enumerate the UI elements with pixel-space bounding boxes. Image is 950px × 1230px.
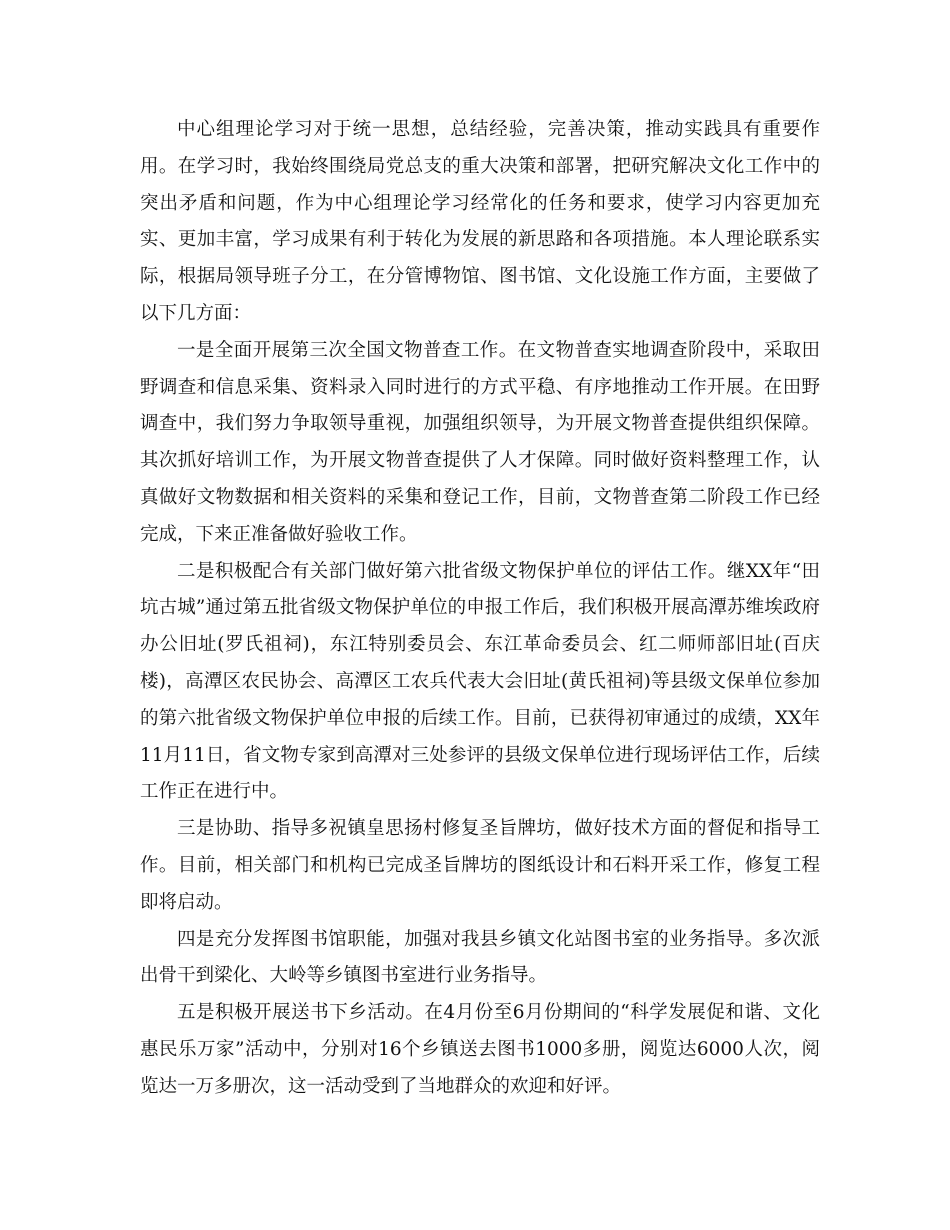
paragraph-item-2: 二是积极配合有关部门做好第六批省级文物保护单位的评估工作。继XX年“田坑古城”通过第五批省级文物保护单位的申报工作后，我们积极开展高潭苏维埃政府办公旧址(罗氏祖祠)，东江特别委员会、东江革命委员会、红二师师部旧址(百庆楼)，高潭区农民协会、高潭区工农兵代表大会旧址(黄氏祖祠)等县级文保单位参加的第六批省级文物保护单位申报的后续工作。目前，已获得初审通过的成绩，XX年11月11日，省文物专家到高潭对三处参评的县级文保单位进行现场评估工作，后续工作正在进行中。 xyxy=(140,560,820,803)
paragraph-intro: 中心组理论学习对于统一思想，总结经验，完善决策，推动实践具有重要作用。在学习时，我始终围绕局党总支的重大决策和部署，把研究解决文化工作中的突出矛盾和问题，作为中心组理论学习经常化的任务和要求，使学习内容更加充实、更加丰富，学习成果有利于转化为发展的新思路和各项措施。本人理论联系实际，根据局领导班子分工，在分管博物馆、图书馆、文化设施工作方面，主要做了以下几方面： xyxy=(140,119,820,324)
paragraph-item-3: 三是协助、指导多祝镇皇思扬村修复圣旨牌坊，做好技术方面的督促和指导工作。目前，相关部门和机构已完成圣旨牌坊的图纸设计和石料开采工作，修复工程即将启动。 xyxy=(140,818,820,913)
document-body xyxy=(140,112,820,1106)
paragraph-item-1: 一是全面开展第三次全国文物普查工作。在文物普查实地调查阶段中，采取田野调查和信息采集、资料录入同时进行的方式平稳、有序地推动工作开展。在田野调查中，我们努力争取领导重视，加强组织领导，为开展文物普查提供组织保障。其次抓好培训工作，为开展文物普查提供了人才保障。同时做好资料整理工作，认真做好文物数据和相关资料的采集和登记工作，目前，文物普查第二阶段工作已经完成，下来正准备做好验收工作。 xyxy=(140,339,820,545)
paragraph-item-5: 五是积极开展送书下乡活动。在4月份至6月份期间的“科学发展促和谐、文化惠民乐万家”活动中，分别对16个乡镇送去图书1000多册，阅览达6000人次，阅览达一万多册次，这一活动受到了当地群众的欢迎和好评。 xyxy=(140,1002,820,1097)
paragraph-item-4: 四是充分发挥图书馆职能，加强对我县乡镇文化站图书室的业务指导。多次派出骨干到梁化、大岭等乡镇图书室进行业务指导。 xyxy=(140,928,820,987)
